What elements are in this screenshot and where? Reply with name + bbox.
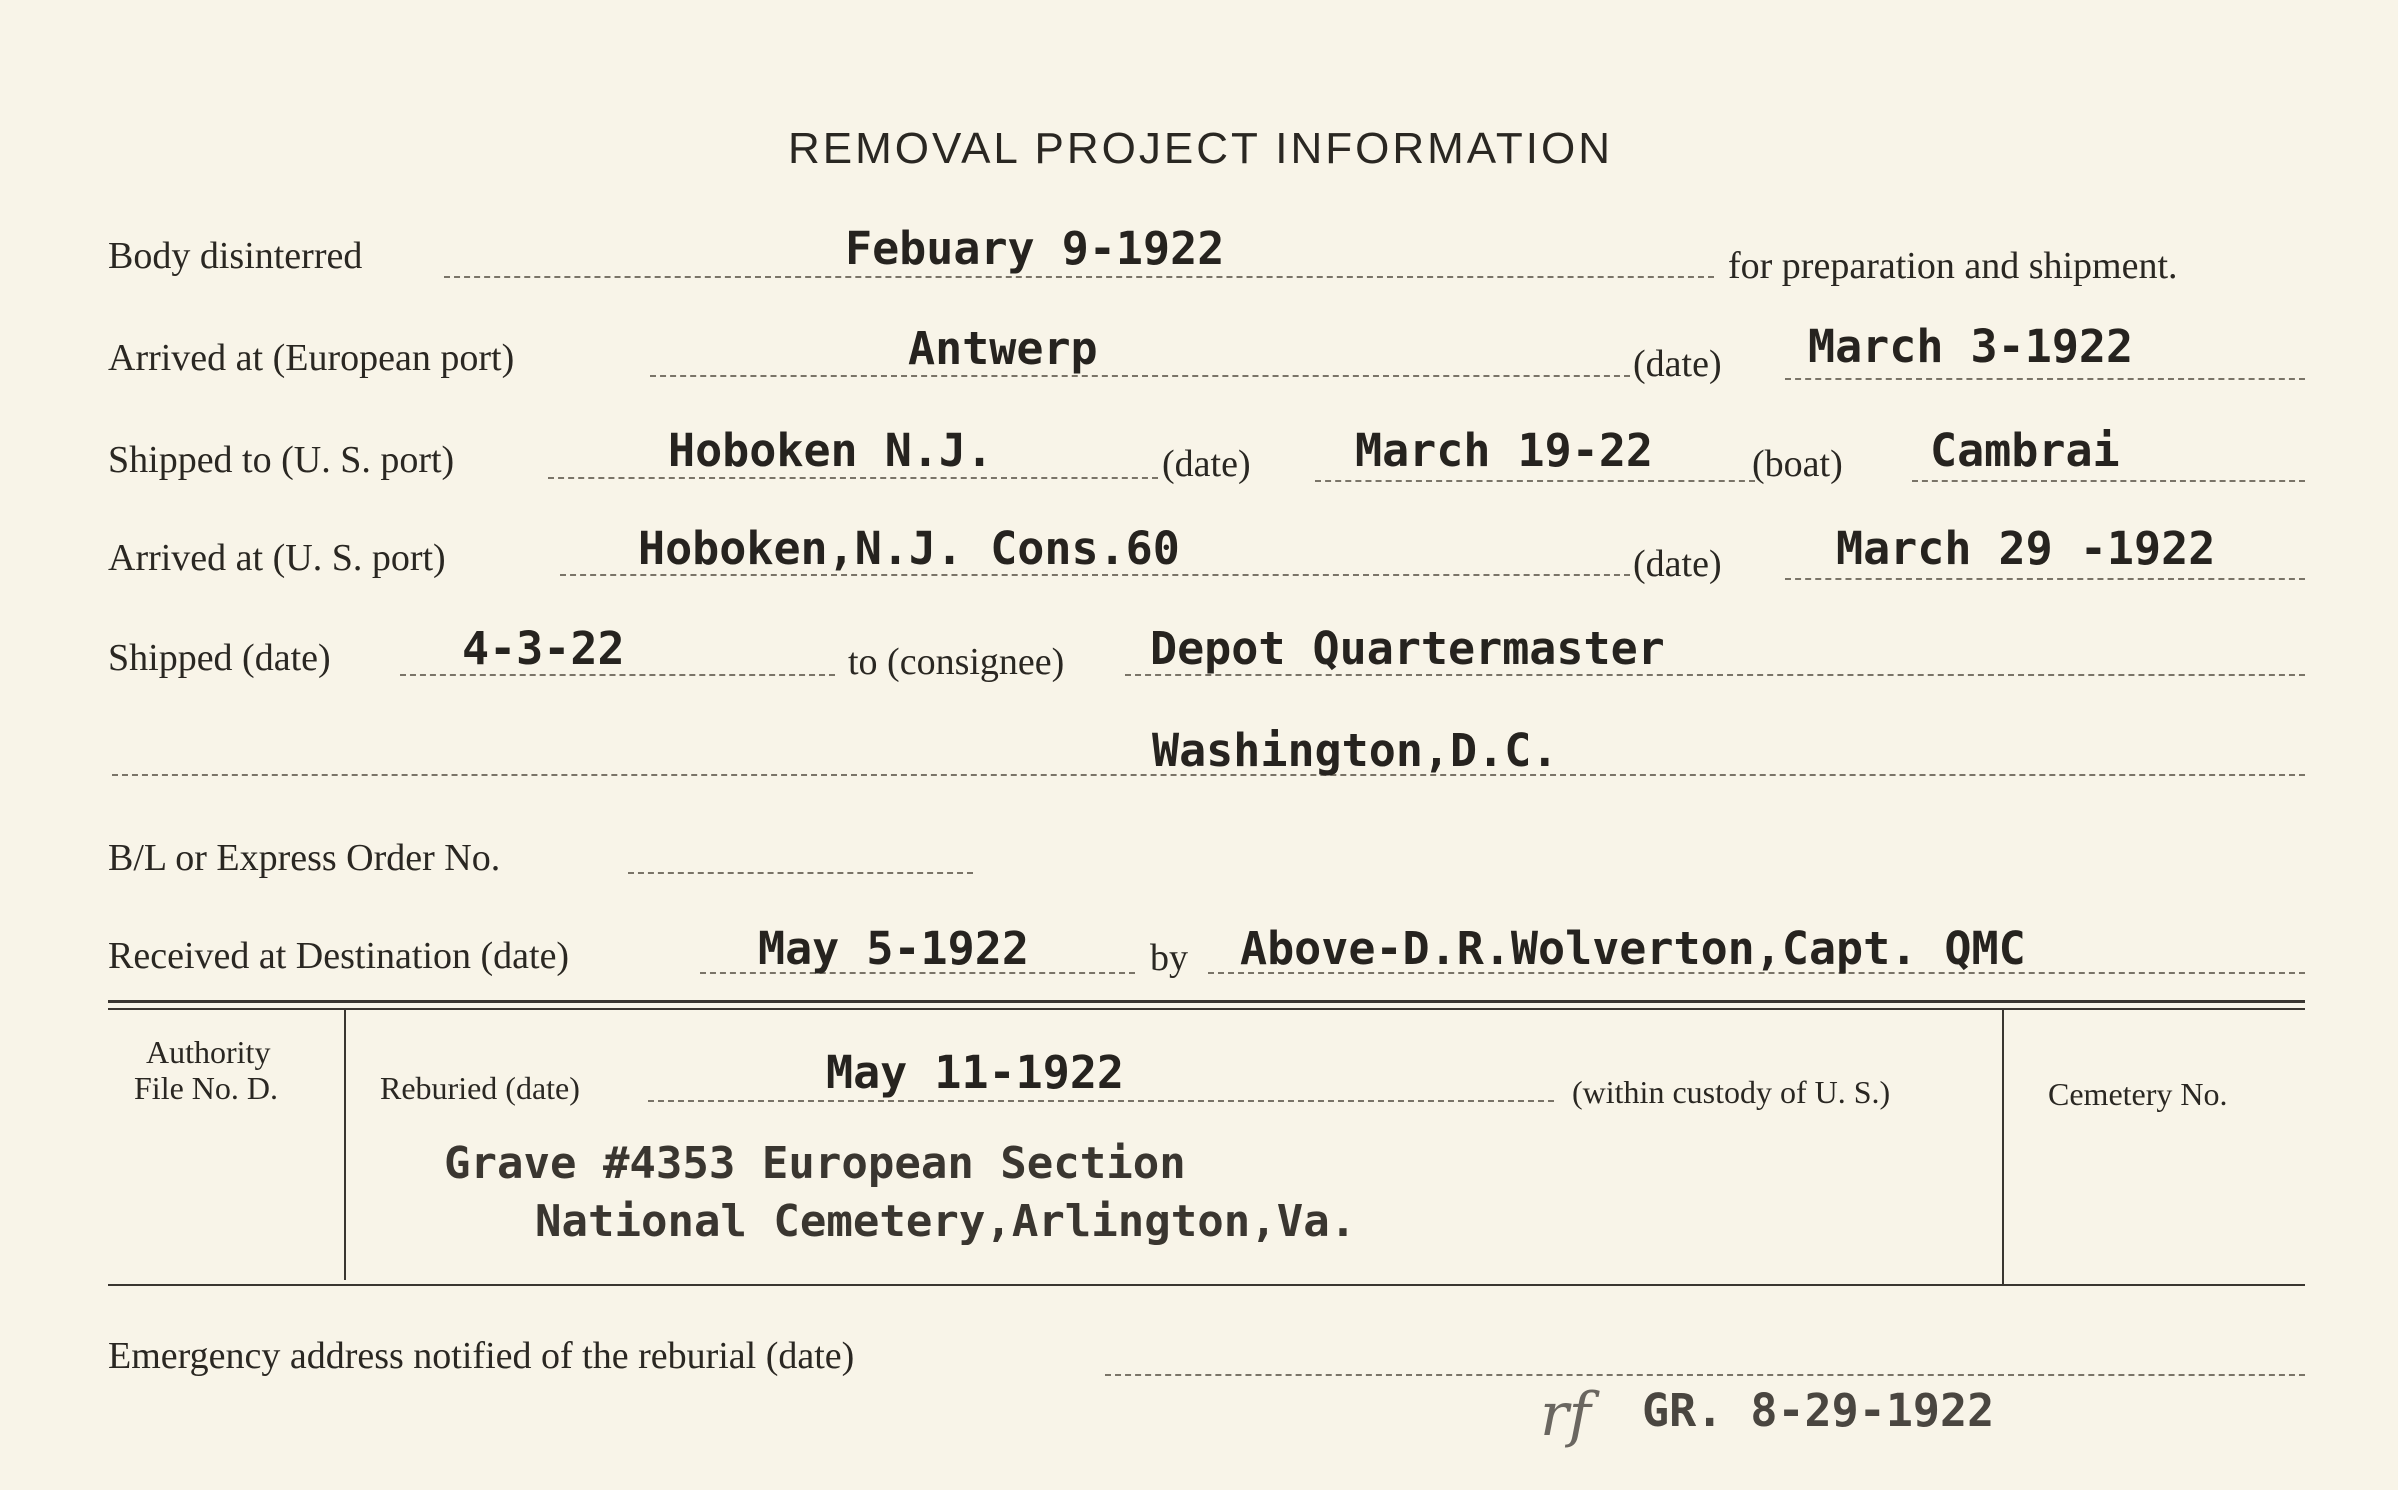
label-european-date: (date) bbox=[1633, 343, 1722, 385]
box-divider-right bbox=[2002, 1010, 2004, 1285]
value-reburied-date: May 11-1922 bbox=[826, 1046, 1125, 1099]
dotted-line bbox=[1315, 480, 1755, 482]
value-european-arrival-date: March 3-1922 bbox=[1808, 320, 2134, 373]
value-consignee-line2: Washington,D.C. bbox=[1152, 724, 1559, 777]
label-arrived-us-port: Arrived at (U. S. port) bbox=[108, 537, 446, 579]
dotted-line bbox=[1785, 378, 2305, 380]
label-arrived-european-port: Arrived at (European port) bbox=[108, 337, 515, 379]
box-top-rule-inner bbox=[108, 1008, 2305, 1010]
value-us-port-arrived: Hoboken,N.J. Cons.60 bbox=[638, 522, 1180, 575]
label-boat: (boat) bbox=[1752, 443, 1843, 485]
label-authority: Authority bbox=[146, 1034, 271, 1070]
value-shipped-date: 4-3-22 bbox=[462, 622, 625, 675]
label-body-disinterred: Body disinterred bbox=[108, 235, 363, 277]
dotted-line bbox=[628, 872, 973, 874]
value-boat: Cambrai bbox=[1930, 424, 2120, 477]
value-grave-line2: National Cemetery,Arlington,Va. bbox=[535, 1196, 1357, 1247]
label-bl-order: B/L or Express Order No. bbox=[108, 837, 501, 879]
box-top-rule bbox=[108, 1000, 2305, 1003]
label-shipped-date: Shipped (date) bbox=[108, 637, 331, 679]
value-consignee-line1: Depot Quartermaster bbox=[1150, 622, 1665, 675]
dotted-line bbox=[650, 375, 1630, 377]
value-grave-line1: Grave #4353 European Section bbox=[444, 1138, 1186, 1189]
dotted-line bbox=[1912, 480, 2305, 482]
label-emergency-address: Emergency address notified of the reburial (date) bbox=[108, 1335, 855, 1377]
value-disinterred-date: Febuary 9-1922 bbox=[845, 222, 1225, 275]
label-shipped-to-us-port: Shipped to (U. S. port) bbox=[108, 439, 455, 481]
handwritten-mark: rf bbox=[1540, 1380, 1591, 1450]
label-to-consignee: to (consignee) bbox=[848, 641, 1065, 683]
label-for-preparation: for preparation and shipment. bbox=[1728, 245, 2178, 287]
value-received-by: Above-D.R.Wolverton,Capt. QMC bbox=[1240, 922, 2026, 975]
value-us-port-shipped: Hoboken N.J. bbox=[668, 424, 994, 477]
dotted-line bbox=[444, 276, 1714, 278]
card-title: REMOVAL PROJECT INFORMATION bbox=[788, 124, 1613, 173]
box-bottom-rule bbox=[108, 1284, 2305, 1286]
label-file-no: File No. D. bbox=[134, 1070, 278, 1106]
label-cemetery-no: Cemetery No. bbox=[2048, 1076, 2228, 1112]
label-received-destination: Received at Destination (date) bbox=[108, 935, 570, 977]
dotted-line bbox=[548, 477, 1158, 479]
label-by: by bbox=[1150, 937, 1188, 979]
value-us-arrival-date: March 29 -1922 bbox=[1836, 522, 2216, 575]
value-us-ship-date: March 19-22 bbox=[1355, 424, 1654, 477]
dotted-line bbox=[1105, 1374, 2305, 1376]
box-divider-left bbox=[344, 1010, 346, 1280]
label-custody: (within custody of U. S.) bbox=[1572, 1074, 1891, 1110]
label-ship-date: (date) bbox=[1162, 443, 1251, 485]
dotted-line bbox=[1785, 578, 2305, 580]
label-reburied: Reburied (date) bbox=[380, 1070, 580, 1106]
dotted-line bbox=[648, 1100, 1554, 1102]
value-european-port: Antwerp bbox=[908, 322, 1098, 375]
value-received-date: May 5-1922 bbox=[758, 922, 1029, 975]
value-footer-stamp: GR. 8-29-1922 bbox=[1642, 1384, 1995, 1437]
label-us-arrival-date: (date) bbox=[1633, 543, 1722, 585]
